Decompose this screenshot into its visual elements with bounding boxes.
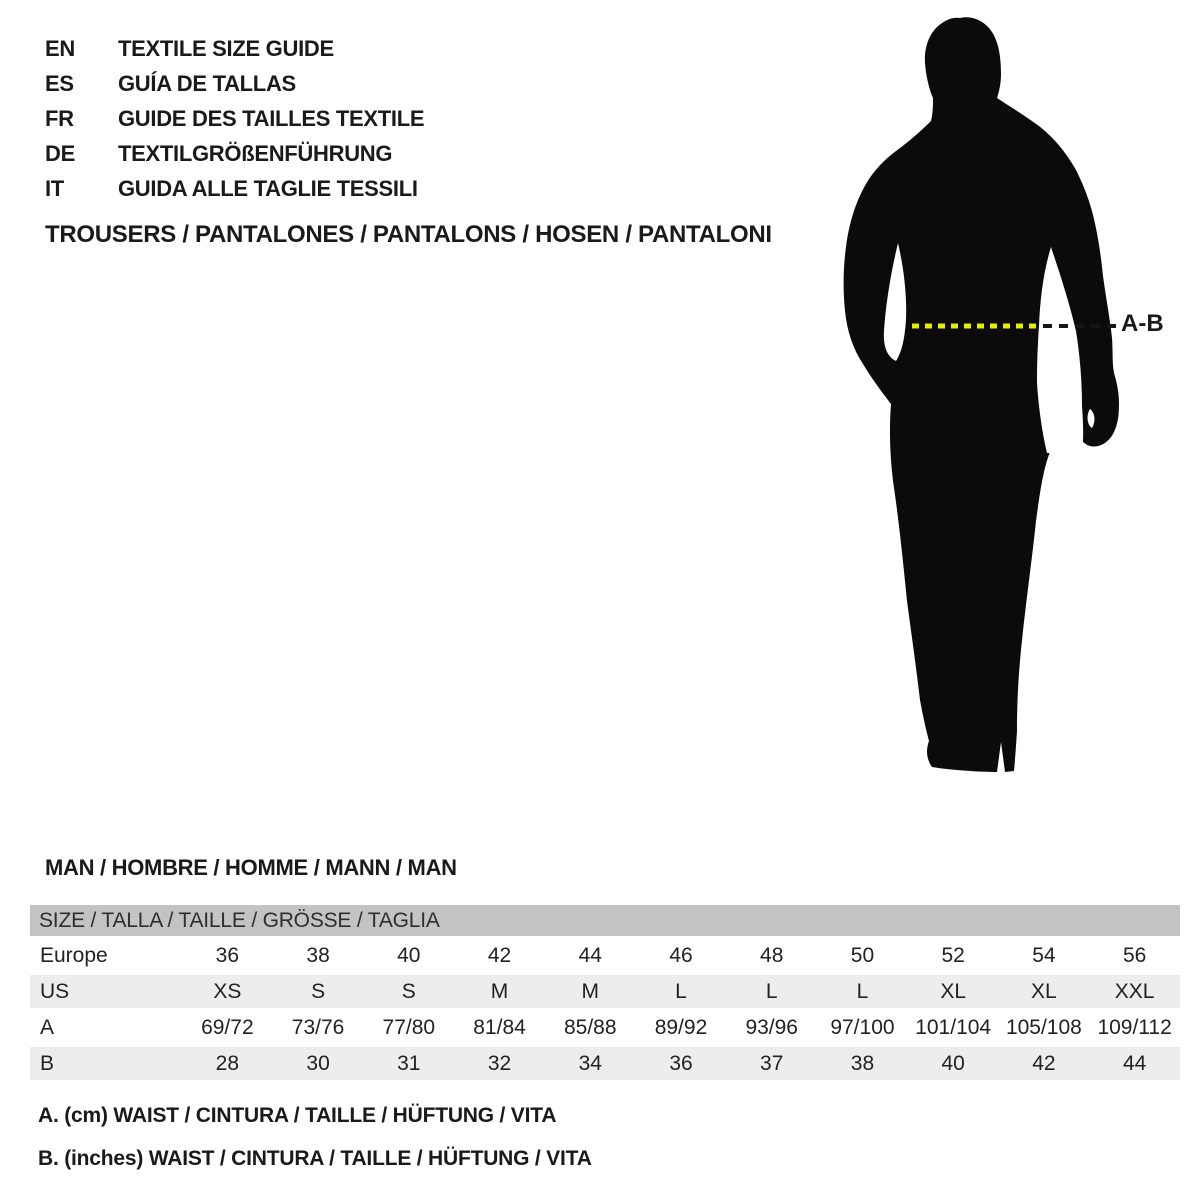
- table-row: [30, 936, 1180, 972]
- size-cell: M: [490, 979, 509, 1003]
- size-cell: 40: [941, 1051, 965, 1075]
- size-cell: S: [311, 979, 326, 1003]
- row-label: A: [40, 1015, 55, 1039]
- language-title: TEXTILE SIZE GUIDE: [118, 35, 334, 61]
- category-title: TROUSERS / PANTALONES / PANTALONS / HOSEN / PANTALONI: [45, 221, 772, 248]
- language-row: [45, 31, 424, 66]
- language-title: GUIDA ALLE TAGLIE TESSILI: [118, 175, 418, 201]
- size-cell: 28: [215, 1051, 240, 1075]
- row-label: US: [40, 979, 70, 1003]
- language-row: [45, 101, 424, 136]
- size-cell: 36: [669, 1051, 693, 1075]
- language-code: DE: [45, 140, 75, 166]
- size-cell: 44: [578, 943, 602, 967]
- man-silhouette-svg: [820, 0, 1200, 800]
- size-cell: 46: [669, 943, 693, 967]
- size-cell: 31: [397, 1051, 421, 1075]
- language-code: EN: [45, 35, 75, 61]
- row-label: B: [40, 1051, 55, 1075]
- size-cell: 54: [1032, 943, 1056, 967]
- size-cell: 81/84: [473, 1015, 526, 1039]
- size-cell: 69/72: [201, 1015, 254, 1039]
- size-cell: 73/76: [291, 1015, 345, 1039]
- size-cell: XXL: [1114, 979, 1155, 1003]
- language-title: TEXTILGRÖßENFÜHRUNG: [118, 140, 393, 166]
- language-row: [45, 66, 424, 101]
- footnote: B. (inches) WAIST / CINTURA / TAILLE / HÜFTUNG / VITA: [38, 1147, 592, 1170]
- size-table-header: SIZE / TALLA / TAILLE / GRÖSSE / TAGLIA: [30, 905, 1180, 936]
- size-cell: 97/100: [830, 1015, 895, 1039]
- section-title: MAN / HOMBRE / HOMME / MANN / MAN: [45, 855, 457, 880]
- man-silhouette: [820, 0, 1200, 800]
- size-cell: XL: [940, 979, 967, 1003]
- size-cell: 38: [306, 943, 330, 967]
- size-cell: L: [765, 979, 778, 1003]
- footnote: A. (cm) WAIST / CINTURA / TAILLE / HÜFTUNG / VITA: [38, 1104, 557, 1127]
- language-title: GUÍA DE TALLAS: [118, 70, 296, 96]
- size-cell: M: [581, 979, 600, 1003]
- size-cell: 34: [578, 1051, 602, 1075]
- table-row: [30, 1044, 1180, 1080]
- size-cell: 56: [1122, 943, 1147, 967]
- language-code: ES: [45, 70, 74, 96]
- measure-label: A-B: [1121, 310, 1164, 337]
- language-code: FR: [45, 105, 74, 131]
- table-row: [30, 1008, 1180, 1044]
- size-cell: 77/80: [382, 1015, 436, 1039]
- size-cell: 36: [215, 943, 240, 967]
- footnotes: [38, 1094, 592, 1180]
- size-cell: 50: [850, 943, 875, 967]
- language-code: IT: [45, 175, 64, 201]
- size-cell: 52: [941, 943, 965, 967]
- size-cell: L: [675, 979, 687, 1003]
- size-table-body: [30, 936, 1180, 1080]
- size-cell: 105/108: [1005, 1015, 1082, 1039]
- size-cell: XS: [213, 979, 242, 1003]
- language-row: [45, 136, 424, 171]
- language-row: [45, 171, 424, 206]
- size-table: [30, 905, 1180, 1080]
- size-cell: 32: [487, 1051, 512, 1075]
- size-cell: L: [856, 979, 869, 1003]
- size-cell: 93/96: [745, 1015, 798, 1039]
- size-cell: 89/92: [654, 1015, 708, 1039]
- row-label: Europe: [40, 943, 108, 967]
- size-cell: XL: [1031, 979, 1057, 1003]
- size-cell: 30: [306, 1051, 330, 1075]
- size-cell: 37: [760, 1051, 784, 1075]
- size-cell: 48: [760, 943, 784, 967]
- size-cell: 85/88: [563, 1015, 617, 1039]
- size-cell: 101/104: [915, 1015, 992, 1039]
- language-title: GUIDE DES TAILLES TEXTILE: [118, 105, 425, 131]
- size-cell: 40: [397, 943, 421, 967]
- size-cell: 42: [487, 943, 512, 967]
- table-row: [30, 972, 1180, 1008]
- size-cell: 42: [1032, 1051, 1056, 1075]
- size-cell: 44: [1122, 1051, 1147, 1075]
- size-cell: S: [401, 979, 416, 1003]
- language-list: [45, 31, 424, 206]
- size-cell: 109/112: [1097, 1015, 1172, 1039]
- size-cell: 38: [850, 1051, 875, 1075]
